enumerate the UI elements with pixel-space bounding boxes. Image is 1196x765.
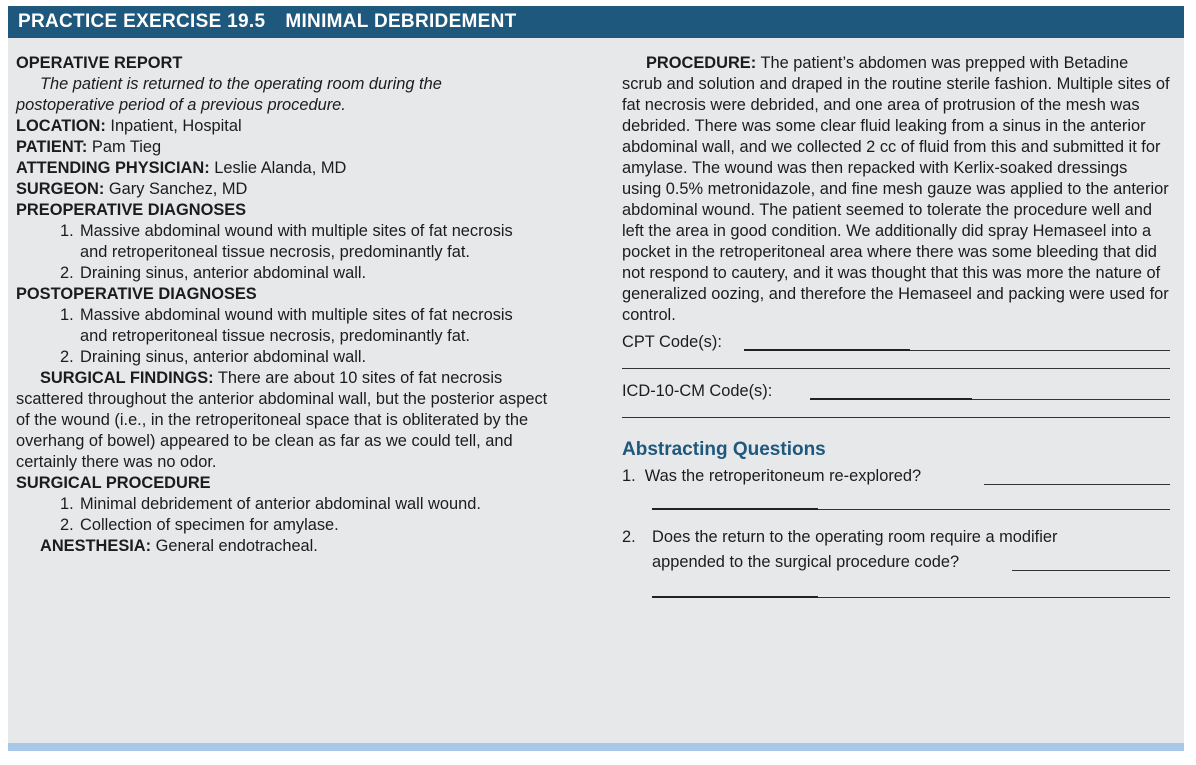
- q2-answer-area[interactable]: [622, 573, 1170, 601]
- bottom-accent-bar: [8, 743, 1184, 751]
- left-column: [16, 53, 576, 557]
- q1-answer-area[interactable]: [622, 487, 1170, 513]
- question-2: 2. Does the return to the operating room require a modifier appended to the surgical procedure code?: [622, 527, 1170, 573]
- procedure-paragraph: PROCEDURE: The patient’s abdomen was prepped with Betadine scrub and solution and draped in the routine sterile fashion. Multiple sites of fat necrosis were debrided, and one area of protrusion of the mesh was debrided. There was some clear fluid leaking from a sinus in the anterior abdominal wall, and we collected 2 cc of fluid from this and submitted it for amylase. The wound was then repacked with Kerlix-soaked dressings using 0.5% metronidazole, and fine mesh gauze was applied to the anterior abdominal wound. The patient seemed to tolerate the procedure well and left the area in good condition. We additionally did spray Hemaseel into a pocket in the retroperitoneal area where there was some bleeding that did not respond to cautery, and it was thought that this was more the nature of generalized oozing, and therefore the Hemaseel and packing were used for control.: [622, 54, 1170, 324]
- right-column: [622, 53, 1170, 601]
- anesthesia-row: ANESTHESIA: General endotracheal.: [40, 537, 318, 555]
- surgical-findings: SURGICAL FINDINGS: There are about 10 sites of fat necrosis scattered throughout the anterior abdominal wall, but the posterior aspect of the wound (i.e., in the retroperitoneal space that is obliterated by the overhang of bowel) appeared to be clean as far as we could tell, and certainly there was no odor.: [16, 369, 548, 471]
- surgeon-row: SURGEON: Gary Sanchez, MD: [16, 180, 248, 198]
- cpt-code-field[interactable]: CPT Code(s):: [622, 332, 1170, 353]
- icd-extra-line[interactable]: [622, 402, 1170, 418]
- q2-answer-line[interactable]: [1012, 570, 1170, 571]
- exercise-header: [8, 6, 1184, 38]
- postop-heading: POSTOPERATIVE DIAGNOSES: [16, 285, 257, 303]
- preop-item: 1. Massive abdominal wound with multiple sites of fat necrosis and retroperitoneal tissue necrosis, predominantly fat.: [60, 222, 513, 261]
- procedure-item: 1. Minimal debridement of anterior abdominal wall wound.: [60, 495, 481, 513]
- cpt-code-answer-line[interactable]: [744, 349, 910, 351]
- exercise-panel: [8, 6, 1184, 751]
- icd-code-answer-line[interactable]: [810, 398, 972, 400]
- abstracting-questions-heading: Abstracting Questions: [622, 439, 826, 460]
- procedure-item: 2. Collection of specimen for amylase.: [60, 516, 339, 534]
- patient-row: PATIENT: Pam Tieg: [16, 138, 162, 156]
- exercise-title: PRACTICE EXERCISE 19.5 MINIMAL DEBRIDEMENT: [18, 11, 517, 32]
- intro-line-1: The patient is returned to the operating room during the: [40, 75, 442, 93]
- surgical-procedure-heading: SURGICAL PROCEDURE: [16, 474, 211, 492]
- preop-item: 2. Draining sinus, anterior abdominal wall.: [60, 264, 367, 282]
- postop-item: 2. Draining sinus, anterior abdominal wall.: [60, 348, 367, 366]
- operative-report-heading: OPERATIVE REPORT: [16, 54, 183, 72]
- icd-code-field[interactable]: ICD-10-CM Code(s):: [622, 381, 1170, 402]
- preop-heading: PREOPERATIVE DIAGNOSES: [16, 201, 247, 219]
- location-row: LOCATION: Inpatient, Hospital: [16, 117, 242, 135]
- question-1: 1. Was the retroperitoneum re-explored?: [622, 466, 1170, 487]
- intro-line-2: postoperative period of a previous procedure.: [16, 96, 346, 114]
- attending-row: ATTENDING PHYSICIAN: Leslie Alanda, MD: [16, 159, 347, 177]
- q1-answer-line[interactable]: [984, 484, 1170, 485]
- cpt-extra-line[interactable]: [622, 353, 1170, 369]
- postop-item: 1. Massive abdominal wound with multiple sites of fat necrosis and retroperitoneal tissue necrosis, predominantly fat.: [60, 306, 513, 345]
